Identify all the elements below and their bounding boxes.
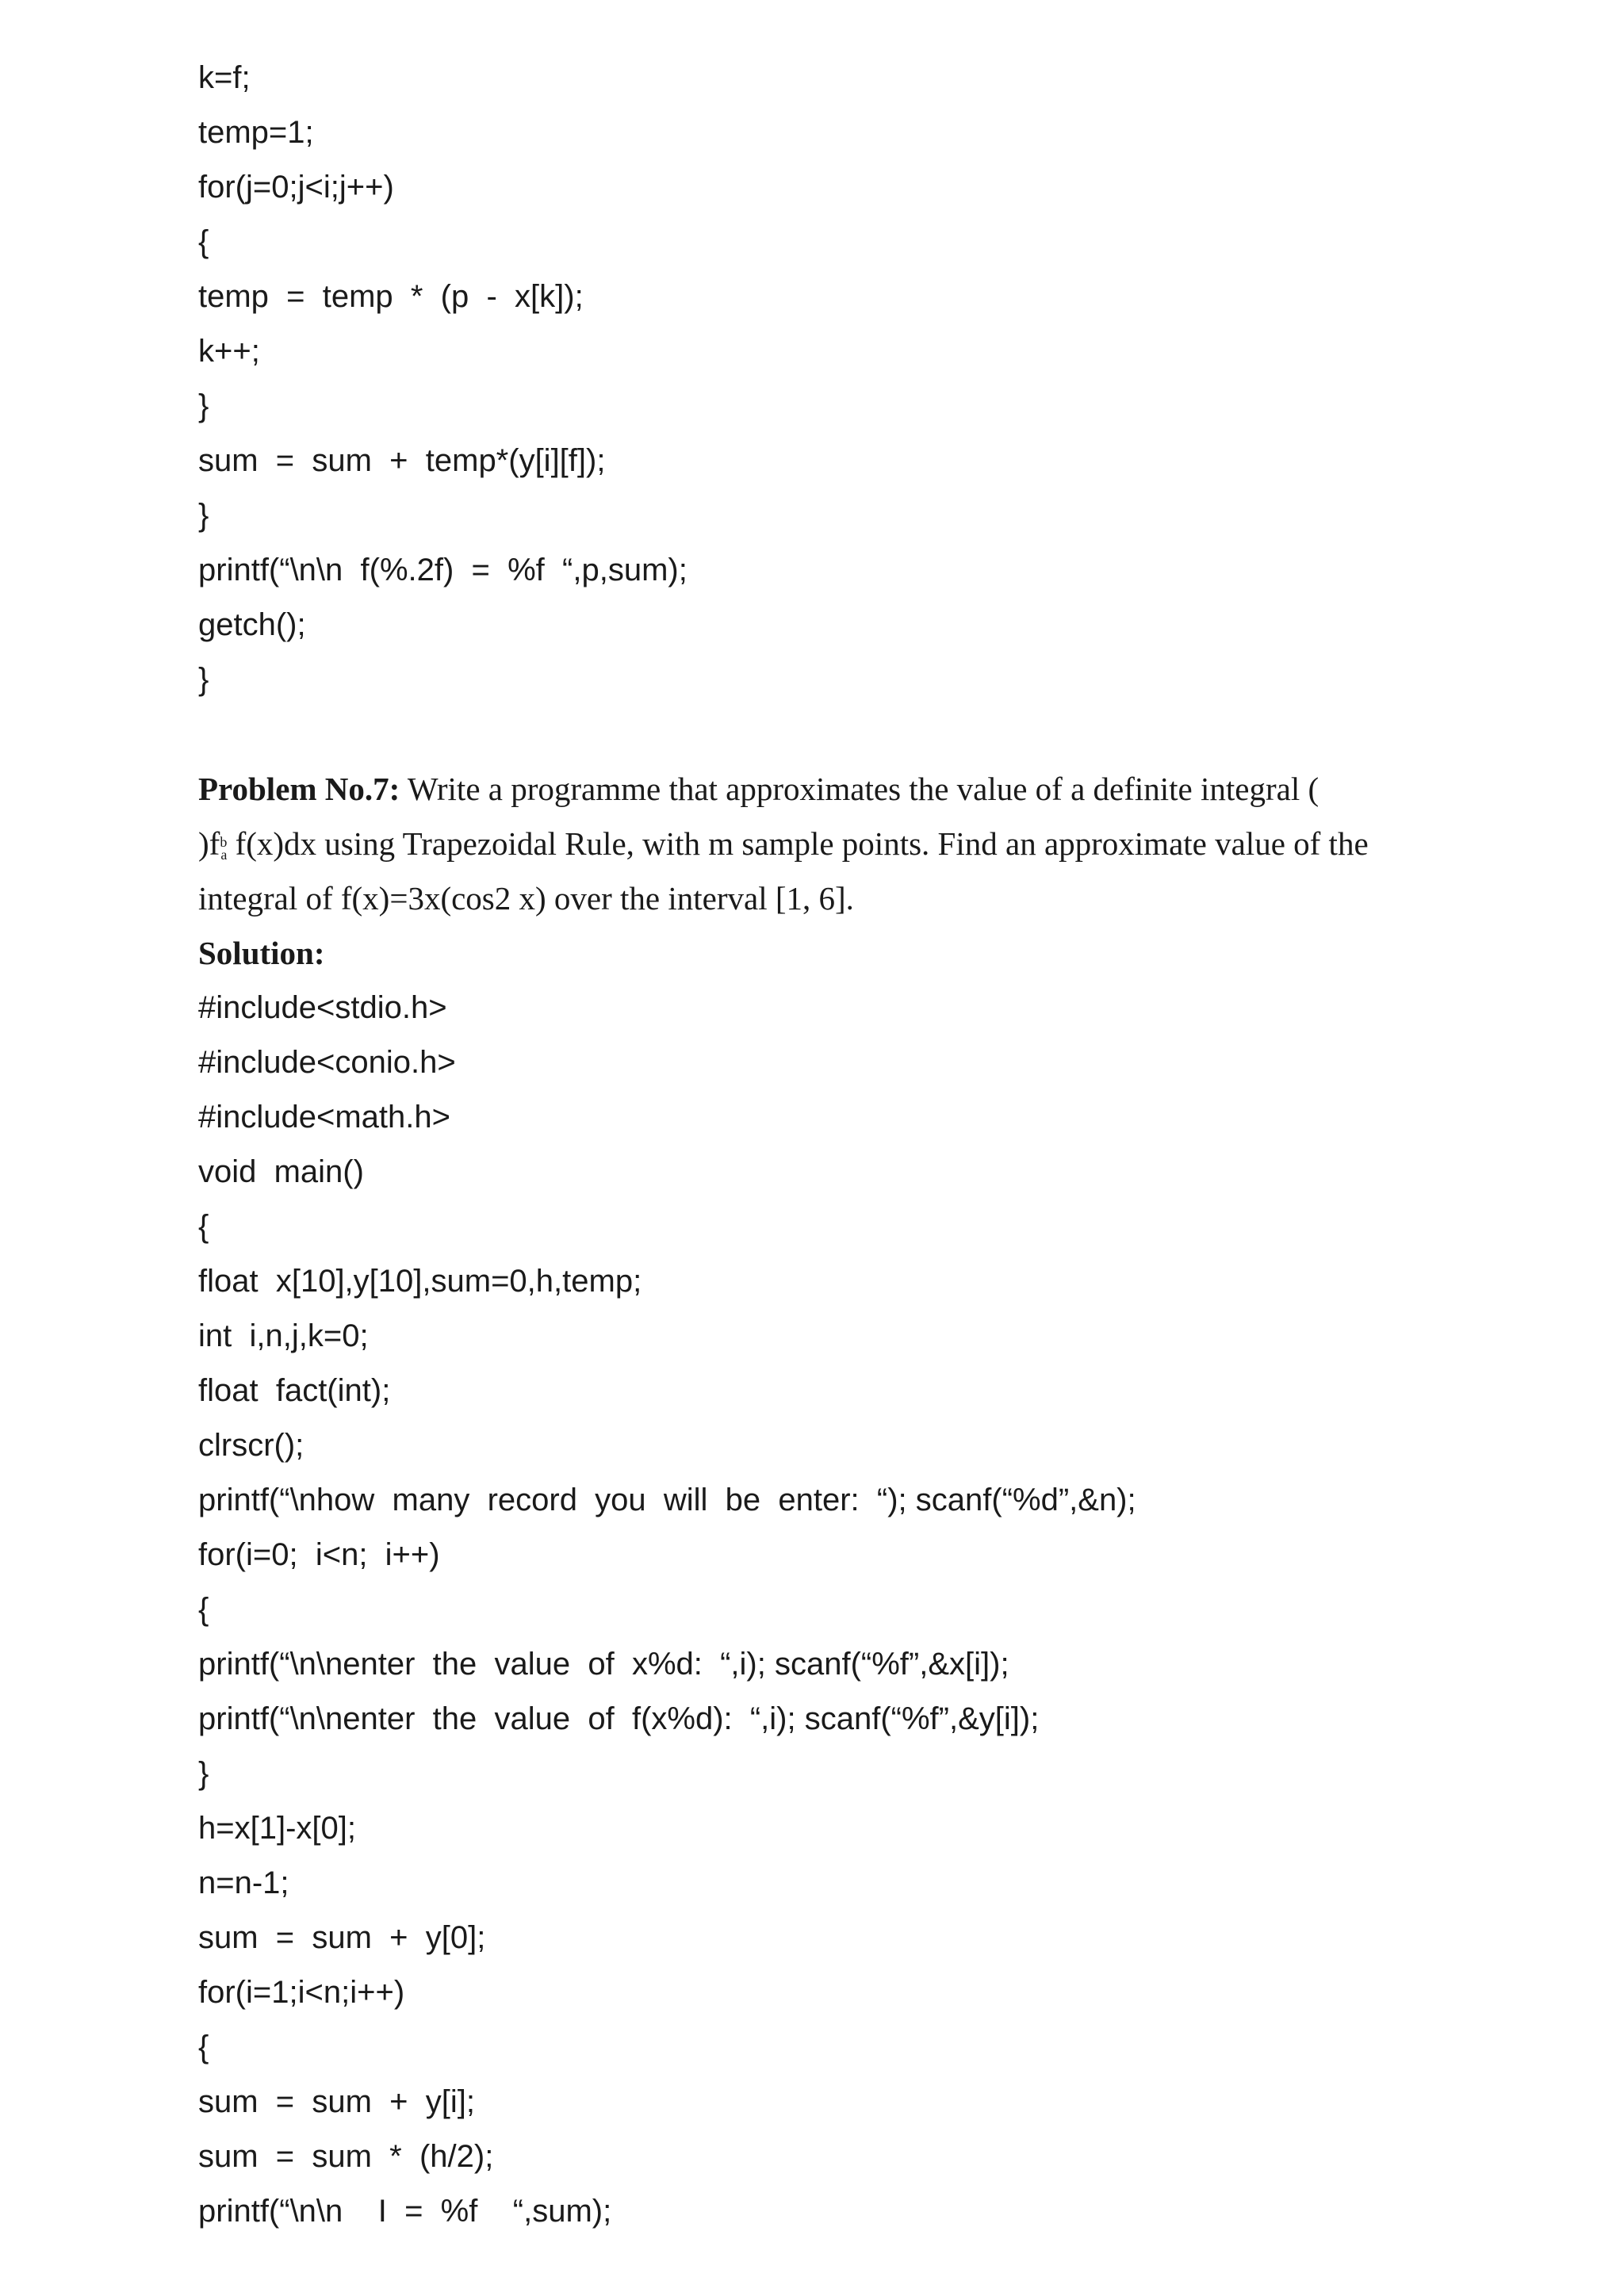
code-line: printf(“\nhow many record you will be enter: “); scanf(“%d”,&n); [198,1483,1136,1517]
code-line: sum = sum + y[i]; [198,2084,475,2119]
code-line: h=x[1]-x[0]; [198,1811,356,1846]
code-line: #include<stdio.h> [198,990,447,1025]
code-line: sum = sum + y[0]; [198,1920,486,1955]
code-line: void main() [198,1154,364,1189]
code-line: #include<math.h> [198,1100,451,1135]
integral-prefix: )f [198,825,220,862]
code-line: sum = sum + temp*(y[i][f]); [198,443,606,478]
code-line: float x[10],y[10],sum=0,h,temp; [198,1264,642,1299]
code-line: temp = temp * (p - x[k]); [198,279,584,314]
code-line: for(j=0;j<i;j++) [198,170,394,205]
problem-statement-line-2 [198,825,1369,863]
integral-upper-limit: b [220,834,228,850]
code-line: printf(“\n\nenter the value of x%d: “,i); scanf(“%f”,&x[i]); [198,1647,1009,1682]
code-line: clrscr(); [198,1428,304,1463]
code-line: float fact(int); [198,1373,391,1408]
code-line: n=n-1; [198,1866,289,1900]
code-line: #include<conio.h> [198,1045,456,1080]
code-line: } [198,1756,209,1791]
code-line: { [198,2030,209,2064]
code-line: sum = sum * (h/2); [198,2139,494,2174]
code-line: printf(“\n\n I = %f “,sum); [198,2194,612,2229]
problem-statement-line-3: integral of f(x)=3x(cos2 x) over the interval [1, 6]. [198,880,854,916]
code-line: } [198,498,209,533]
code-line: { [198,1592,209,1627]
problem-text: Write a programme that approximates the value of a definite integral ( [400,771,1320,807]
code-line: } [198,662,209,697]
code-line: getch(); [198,607,306,642]
problem-statement-line-1 [198,773,1319,806]
code-line: int i,n,j,k=0; [198,1318,369,1353]
code-line: } [198,388,209,423]
integral-lower-limit: a [220,847,228,863]
code-line: k=f; [198,60,251,95]
code-line: k++; [198,334,260,369]
solution-label: Solution: [198,935,325,971]
code-line: for(i=0; i<n; i++) [198,1537,440,1572]
code-line: for(i=1;i<n;i++) [198,1975,405,2010]
problem-heading: Problem No.7: [198,771,400,807]
code-line: temp=1; [198,115,314,150]
code-line: { [198,224,209,259]
code-line: printf(“\n\nenter the value of f(x%d): “,i); scanf(“%f”,&y[i]); [198,1701,1040,1736]
code-line: { [198,1209,209,1244]
code-line: printf(“\n\n f(%.2f) = %f “,p,sum); [198,553,688,587]
problem-text: f(x)dx using Trapezoidal Rule, with m sample points. Find an approximate value of the [227,825,1369,862]
